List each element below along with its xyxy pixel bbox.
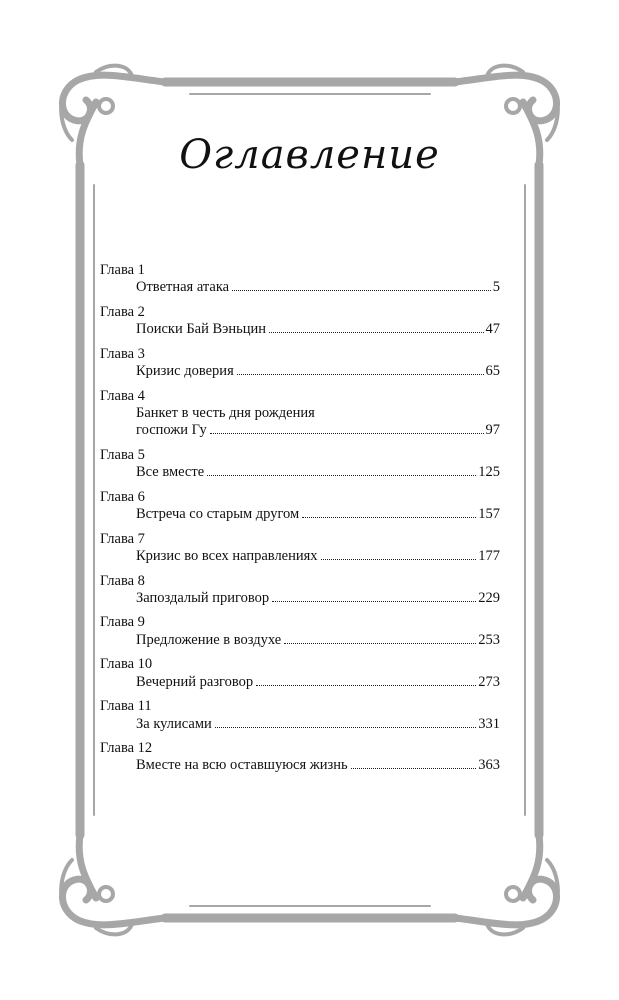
dot-leader xyxy=(269,332,483,333)
dot-leader xyxy=(207,475,476,476)
toc-entry[interactable] xyxy=(100,388,500,440)
chapter-label: Глава 2 xyxy=(100,303,145,320)
page-number: 229 xyxy=(478,589,500,606)
page-number: 5 xyxy=(492,279,500,296)
toc-entry[interactable] xyxy=(100,304,500,339)
dot-leader xyxy=(284,643,476,644)
chapter-title: госпожи Гу xyxy=(136,422,207,439)
toc-entry[interactable] xyxy=(100,531,500,566)
dot-leader xyxy=(321,559,477,560)
chapter-title: Все вместе xyxy=(136,464,205,481)
chapter-title: Вместе на всю оставшуюся жизнь xyxy=(136,757,348,774)
chapter-title: Вечерний разговор xyxy=(136,673,254,690)
page-number: 97 xyxy=(485,422,500,439)
chapter-label: Глава 1 xyxy=(100,262,145,278)
dot-leader xyxy=(256,685,476,686)
page-number: 47 xyxy=(485,321,500,338)
dot-leader xyxy=(237,374,484,375)
toc-entry[interactable] xyxy=(100,262,500,297)
dot-leader xyxy=(215,727,476,728)
chapter-label: Глава 12 xyxy=(100,740,153,757)
chapter-title: Встреча со старым другом xyxy=(136,506,300,523)
corner-ornament-bottom-left xyxy=(61,835,165,934)
page-number: 331 xyxy=(478,715,500,732)
chapter-label: Глава 7 xyxy=(100,530,145,547)
page-number: 253 xyxy=(478,631,500,648)
toc-entry[interactable] xyxy=(100,447,500,482)
chapter-title: За кулисами xyxy=(136,715,212,732)
toc-entry[interactable] xyxy=(100,698,500,733)
dot-leader xyxy=(232,290,491,291)
corner-ornament-bottom-right xyxy=(455,835,558,934)
chapter-label: Глава 5 xyxy=(100,446,145,463)
chapter-title: Ответная атака xyxy=(136,279,230,296)
dot-leader xyxy=(351,768,477,769)
chapter-title: Банкет в честь дня рождения xyxy=(136,404,315,421)
chapter-title: Поиски Бай Вэньцин xyxy=(136,321,267,338)
chapter-title: Предложение в воздухе xyxy=(136,631,282,648)
chapter-label: Глава 3 xyxy=(100,345,145,362)
page-number: 177 xyxy=(478,547,500,564)
dot-leader xyxy=(210,433,484,434)
page-number: 363 xyxy=(478,757,500,774)
chapter-title: Запоздалый приговор xyxy=(136,589,270,606)
chapter-label: Глава 6 xyxy=(100,488,145,505)
chapter-title: Кризис во всех направлениях xyxy=(136,547,318,564)
chapter-label: Глава 8 xyxy=(100,572,145,589)
page-number: 273 xyxy=(478,673,500,690)
dot-leader xyxy=(302,517,476,518)
chapter-label: Глава 4 xyxy=(100,387,145,404)
page-number: 125 xyxy=(478,464,500,481)
chapter-label: Глава 9 xyxy=(100,614,145,631)
chapter-label: Глава 10 xyxy=(100,656,153,673)
toc-entry[interactable] xyxy=(100,656,500,691)
toc-entry[interactable] xyxy=(100,573,500,608)
page-number: 157 xyxy=(478,506,500,523)
chapter-label: Глава 11 xyxy=(100,698,152,715)
toc-entry[interactable] xyxy=(100,489,500,524)
toc-entry[interactable] xyxy=(100,614,500,649)
table-of-contents xyxy=(100,262,500,775)
chapter-title: Кризис доверия xyxy=(136,363,234,380)
toc-entry[interactable] xyxy=(100,346,500,381)
page-title: Оглавление xyxy=(179,132,440,178)
dot-leader xyxy=(272,601,476,602)
page-number: 65 xyxy=(485,363,500,380)
toc-entry[interactable] xyxy=(100,740,500,775)
